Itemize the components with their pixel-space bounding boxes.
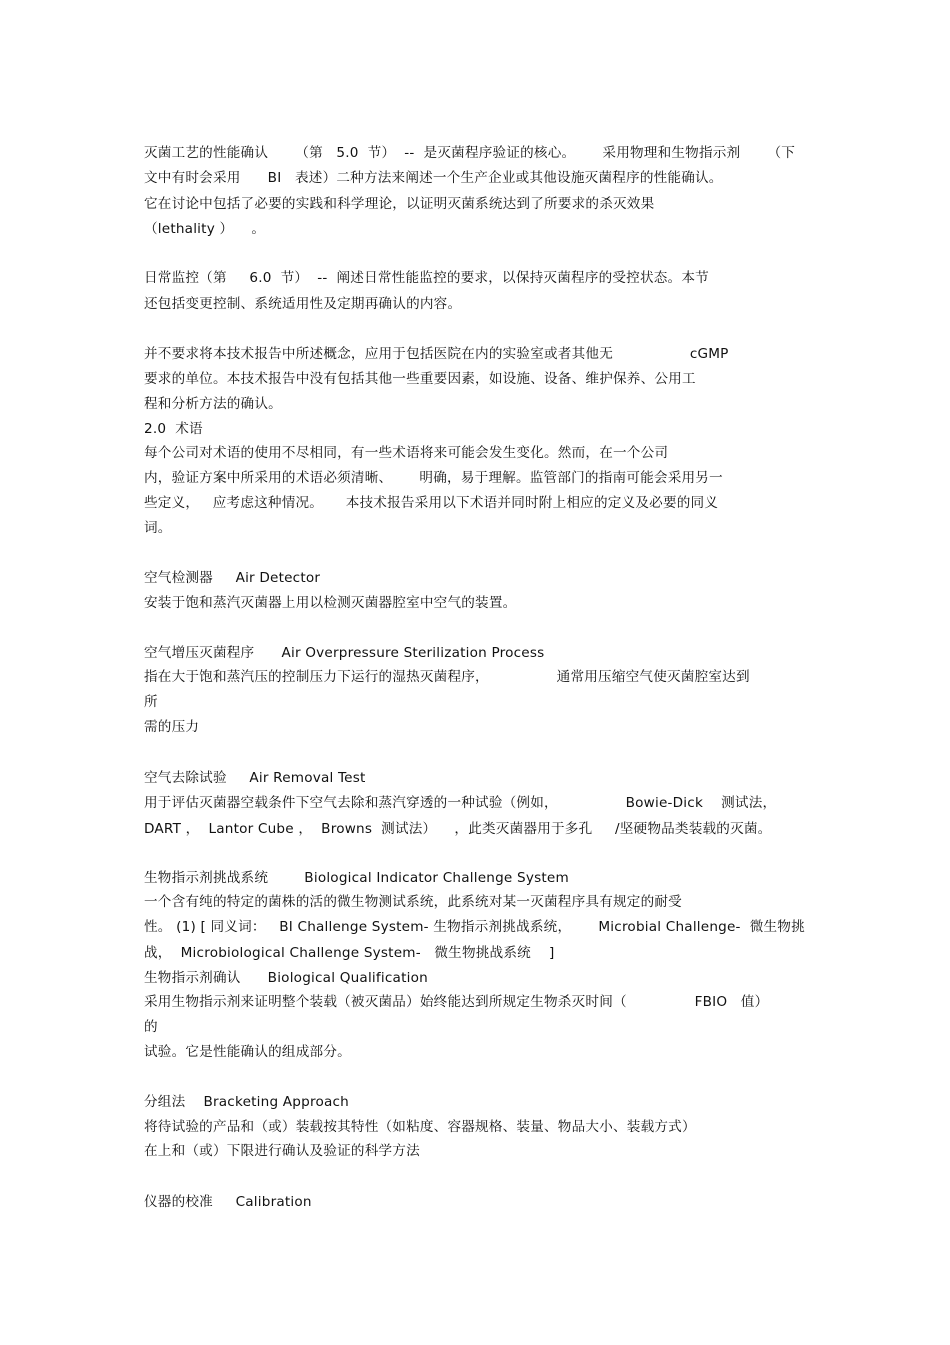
text-line: 日常监控（第 6.0 节） -- 阐述日常性能监控的要求，以保持灭菌程序的受控状态。本节	[144, 270, 709, 286]
term-definition: 战， Microbiological Challenge System- 微生物挑战系统 ]	[144, 945, 555, 961]
term-definition: 需的压力	[144, 719, 200, 735]
text-line: 内，验证方案中所采用的术语必须清晰、 明确，易于理解。监管部门的指南可能会采用另一	[144, 470, 723, 486]
term-title: 生物指示剂确认 Biological Qualification	[144, 970, 428, 986]
text-line: 它在讨论中包括了必要的实践和科学理论，以证明灭菌系统达到了所要求的杀灭效果	[144, 196, 655, 212]
text-line: （lethality ） 。	[144, 221, 266, 237]
term-definition: 的	[144, 1019, 158, 1035]
term-definition: DART ， Lantor Cube ， Browns 测试法） ，此类灭菌器用于多孔 /坚硬物品类装载的灭菌。	[144, 821, 772, 837]
text-line: 还包括变更控制、系统适用性及定期再确认的内容。	[144, 296, 462, 312]
term-title: 分组法 Bracketing Approach	[144, 1094, 349, 1110]
text-line: 要求的单位。本技术报告中没有包括其他一些重要因素，如设施、设备、维护保养、公用工	[144, 371, 696, 387]
text-line: 程和分析方法的确认。	[144, 396, 282, 412]
section-heading: 2.0 术语	[144, 421, 203, 437]
text-line: 每个公司对术语的使用不尽相同，有一些术语将来可能会发生变化。然而，在一个公司	[144, 445, 669, 461]
term-definition: 采用生物指示剂来证明整个装载（被灭菌品）始终能达到所规定生物杀灭时间（ FBIO 值）	[144, 994, 769, 1010]
term-definition: 所	[144, 694, 158, 710]
term-definition: 安装于饱和蒸汽灭菌器上用以检测灭菌器腔室中空气的装置。	[144, 595, 517, 611]
term-title: 空气检测器 Air Detector	[144, 570, 321, 586]
text-line: 并不要求将本技术报告中所述概念，应用于包括医院在内的实验室或者其他无 cGMP	[144, 346, 729, 362]
text-line: 词。	[144, 520, 172, 536]
term-definition: 试验。它是性能确认的组成部分。	[144, 1044, 351, 1060]
term-definition: 性。 (1) [ 同义词： BI Challenge System- 生物指示剂挑战系统， Microbial Challenge- 微生物挑	[144, 919, 805, 935]
text-line: 灭菌工艺的性能确认 （第 5.0 节） -- 是灭菌程序验证的核心。 采用物理和生物指示剂 （下	[144, 145, 796, 161]
term-definition: 用于评估灭菌器空载条件下空气去除和蒸汽穿透的一种试验（例如， Bowie-Dick 测试法，	[144, 795, 777, 811]
text-line: 文中有时会采用 BI 表述）二种方法来阐述一个生产企业或其他设施灭菌程序的性能确认。	[144, 170, 723, 186]
term-title: 空气增压灭菌程序 Air Overpressure Sterilization Process	[144, 645, 545, 661]
term-title: 生物指示剂挑战系统 Biological Indicator Challenge System	[144, 870, 569, 886]
term-title: 空气去除试验 Air Removal Test	[144, 770, 366, 786]
term-definition: 在上和（或）下限进行确认及验证的科学方法	[144, 1143, 420, 1159]
term-title: 仪器的校准 Calibration	[144, 1194, 312, 1210]
term-definition: 一个含有纯的特定的菌株的活的微生物测试系统，此系统对某一灭菌程序具有规定的耐受	[144, 894, 682, 910]
text-line: 些定义， 应考虑这种情况。 本技术报告采用以下术语并同时附上相应的定义及必要的同义	[144, 495, 719, 511]
term-definition: 将待试验的产品和（或）装载按其特性（如粘度、容器规格、装量、物品大小、装载方式）	[144, 1119, 696, 1135]
term-definition: 指在大于饱和蒸汽压的控制压力下运行的湿热灭菌程序， 通常用压缩空气使灭菌腔室达到	[144, 669, 750, 685]
